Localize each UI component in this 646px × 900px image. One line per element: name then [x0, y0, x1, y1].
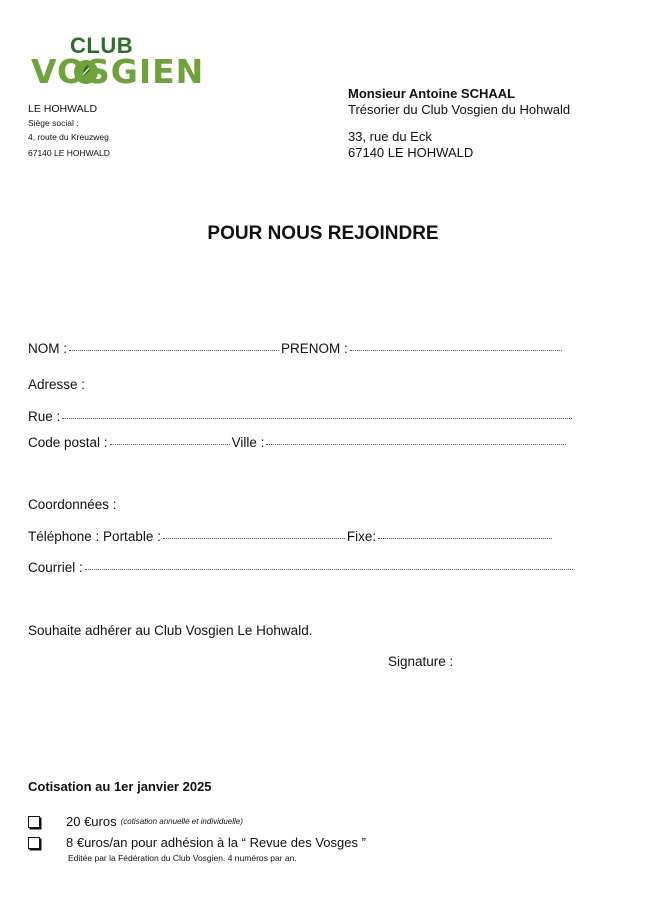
recipient-city: 67140 LE HOHWALD: [348, 145, 474, 160]
prenom-field[interactable]: [350, 350, 562, 351]
code-postal-field[interactable]: [110, 444, 230, 445]
option-1-checkbox[interactable]: [28, 816, 40, 828]
option-2-note: Editée par la Fédération du Club Vosgien. 4 numéros par an.: [68, 853, 297, 863]
signature-label: Signature :: [388, 654, 454, 669]
ville-field[interactable]: [266, 444, 566, 445]
option-1-main: 20 €uros: [66, 814, 117, 829]
nom-prenom-row: [28, 341, 564, 356]
logo-club-text: CLUB: [70, 33, 134, 58]
fixe-field[interactable]: [378, 538, 552, 539]
telephone-label: Téléphone : Portable :: [28, 529, 161, 544]
logo-vosgien-text: VOSGIEN: [31, 52, 205, 91]
sender-city: 67140 LE HOHWALD: [28, 148, 110, 158]
fixe-label: Fixe:: [346, 529, 377, 544]
option-2-checkbox[interactable]: [28, 837, 40, 849]
courriel-row: [28, 560, 575, 575]
courriel-label: Courriel :: [28, 560, 83, 575]
sender-name: LE HOHWALD: [28, 103, 98, 115]
rue-label: Rue :: [28, 409, 61, 424]
recipient-role: Trésorier du Club Vosgien du Hohwald: [348, 102, 571, 117]
adresse-label: Adresse :: [28, 377, 86, 392]
cotisation-option-2: [28, 835, 366, 850]
rue-row: [28, 409, 574, 424]
code-ville-row: [28, 435, 568, 450]
recipient-name: Monsieur Antoine SCHAAL: [348, 86, 516, 101]
code-postal-label: Code postal :: [28, 435, 108, 450]
recipient-street: 33, rue du Eck: [348, 129, 432, 144]
prenom-label: PRENOM :: [281, 341, 348, 356]
option-1-note: (cotisation annuelle et individuelle): [120, 817, 243, 826]
cotisation-heading: Cotisation au 1er janvier 2025: [28, 779, 212, 794]
portable-field[interactable]: [163, 538, 345, 539]
courriel-field[interactable]: [85, 569, 573, 570]
membership-statement: Souhaite adhérer au Club Vosgien Le Hohwald.: [28, 623, 313, 638]
rue-field[interactable]: [62, 418, 572, 419]
page-title-wrap: [0, 223, 646, 245]
sender-street: 4, route du Kreuzweg: [28, 132, 109, 142]
option-2-main: 8 €uros/an pour adhésion à la “ Revue des Vosges ”: [66, 835, 366, 850]
ville-label: Ville :: [231, 435, 265, 450]
page-title: POUR NOUS REJOINDRE: [207, 223, 439, 244]
telephone-row: [28, 529, 554, 544]
nom-field[interactable]: [69, 350, 279, 351]
coordonnees-label: Coordonnées :: [28, 497, 117, 512]
sender-siege-label: Siège social :: [28, 118, 79, 128]
cotisation-option-1: [28, 814, 243, 829]
nom-label: NOM :: [28, 341, 67, 356]
